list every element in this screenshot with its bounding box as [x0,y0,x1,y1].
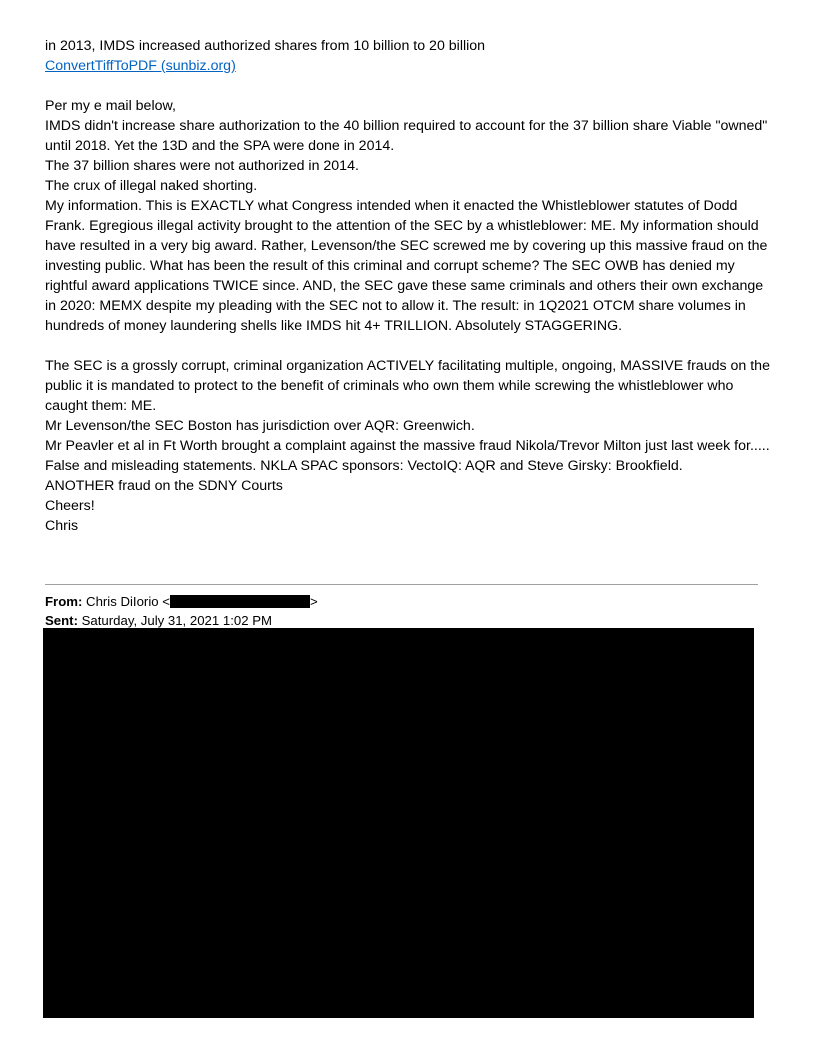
email-body [45,36,775,536]
spacer [45,76,775,96]
redacted-email-address [170,595,310,608]
sent-label: Sent: [45,613,78,628]
sign-off: Cheers! [45,498,95,514]
forwarded-header [45,592,318,630]
body-line: The 37 billion shares were not authorized in 2014. [45,158,359,174]
body-line: Mr Peavler et al in Ft Worth brought a complaint against the massive fraud Nikola/Trevor Milton just last week for..... False and misleading statements. NKLA SPAC sponsors: VectoIQ: AQR and Steve Girsky: Brookfield. [45,438,770,474]
from-name: Chris DiIorio < [86,594,170,609]
body-line: Per my e mail below, [45,98,176,114]
intro-line: in 2013, IMDS increased authorized shares from 10 billion to 20 billion [45,38,486,54]
sent-value: Saturday, July 31, 2021 1:02 PM [81,613,272,628]
signature: Chris [45,518,79,534]
body-line: Mr Levenson/the SEC Boston has jurisdiction over AQR: Greenwich. [45,418,475,434]
spacer [45,336,775,356]
body-line: ANOTHER fraud on the SDNY Courts [45,478,283,494]
sunbiz-link[interactable]: ConvertTiffToPDF (sunbiz.org) [45,58,236,74]
redacted-content-block [43,628,754,1018]
from-label: From: [45,594,83,609]
email-divider [45,584,758,585]
from-suffix: > [309,594,318,609]
body-line: My information. This is EXACTLY what Congress intended when it enacted the Whistleblower statutes of Dodd Frank. Egregious illegal activity brought to the attention of the SEC by a whistleblower: ME. My information should have resulted in a very big award. Rather, Levenson/the SEC screwed me by covering up this massive fraud on the investing public. What has been the result of this criminal and corrupt scheme? The SEC OWB has denied my rightful award applications TWICE since. AND, the SEC gave these same criminals and others their own exchange in 2020: MEMX despite my pleading with the SEC not to allow it. The result: in 1Q2021 OTCM share volumes in hundreds of money laundering shells like IMDS hit 4+ TRILLION. Absolutely STAGGERING. [45,198,768,334]
body-line: The SEC is a grossly corrupt, criminal organization ACTIVELY facilitating multiple, ongoing, MASSIVE frauds on the public it is mandated to protect to the benefit of criminals who own them while screwing the whistleblower who caught them: ME. [45,358,770,414]
from-row [45,592,318,611]
body-line: The crux of illegal naked shorting. [45,178,258,194]
body-line: IMDS didn't increase share authorization to the 40 billion required to account for the 37 billion share Viable "owned" until 2018. Yet the 13D and the SPA were done in 2014. [45,118,768,154]
